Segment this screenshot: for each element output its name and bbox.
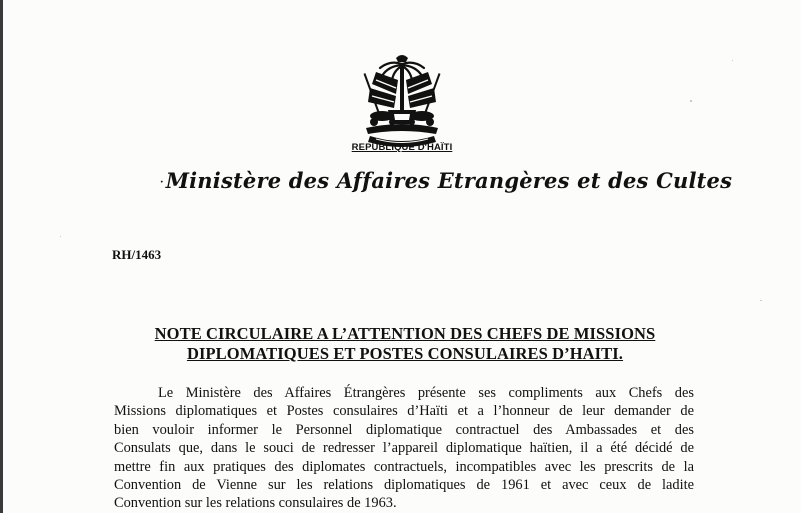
body-line: bien vouloir informer le Personnel diplomatique contractuel des Ambassades et des [114, 421, 694, 438]
body-paragraph [114, 384, 694, 513]
title-line-2: DIPLOMATIQUES ET POSTES CONSULAIRES D’HAITI. [186, 344, 624, 363]
body-line: Convention de Vienne sur les relations diplomatiques de 1961 et avec ceux de ladite [114, 477, 694, 494]
body-line: Consulats que, dans le souci de redresser l’appareil diplomatique haïtien, il a été décidé de [114, 440, 694, 457]
reference-number: RH/1463 [112, 247, 162, 262]
scan-edge [0, 0, 3, 513]
haiti-coat-of-arms-icon [352, 50, 452, 150]
ministry-name-text: Ministère des Affaires Etrangères et des Cultes [165, 168, 733, 193]
body-line: Le Ministère des Affaires Étrangères présente ses compliments aux Chefs des [158, 385, 694, 401]
document-title [110, 324, 700, 364]
ministry-name [160, 168, 733, 193]
title-line-1: NOTE CIRCULAIRE A L’ATTENTION DES CHEFS DE MISSIONS [154, 324, 656, 343]
body-line: Missions diplomatiques et Postes consulaires d’Haïti et a l’honneur de leur demander de [114, 403, 694, 420]
body-line: mettre fin aux pratiques des diplomates contractuels, incompatibles avec les prescrits de la [114, 458, 694, 475]
country-name: REPUBLIQUE D'HAÏTI [351, 142, 453, 153]
body-line: Convention sur les relations consulaires de 1963. [114, 495, 397, 512]
decorative-dot: · [160, 177, 164, 188]
